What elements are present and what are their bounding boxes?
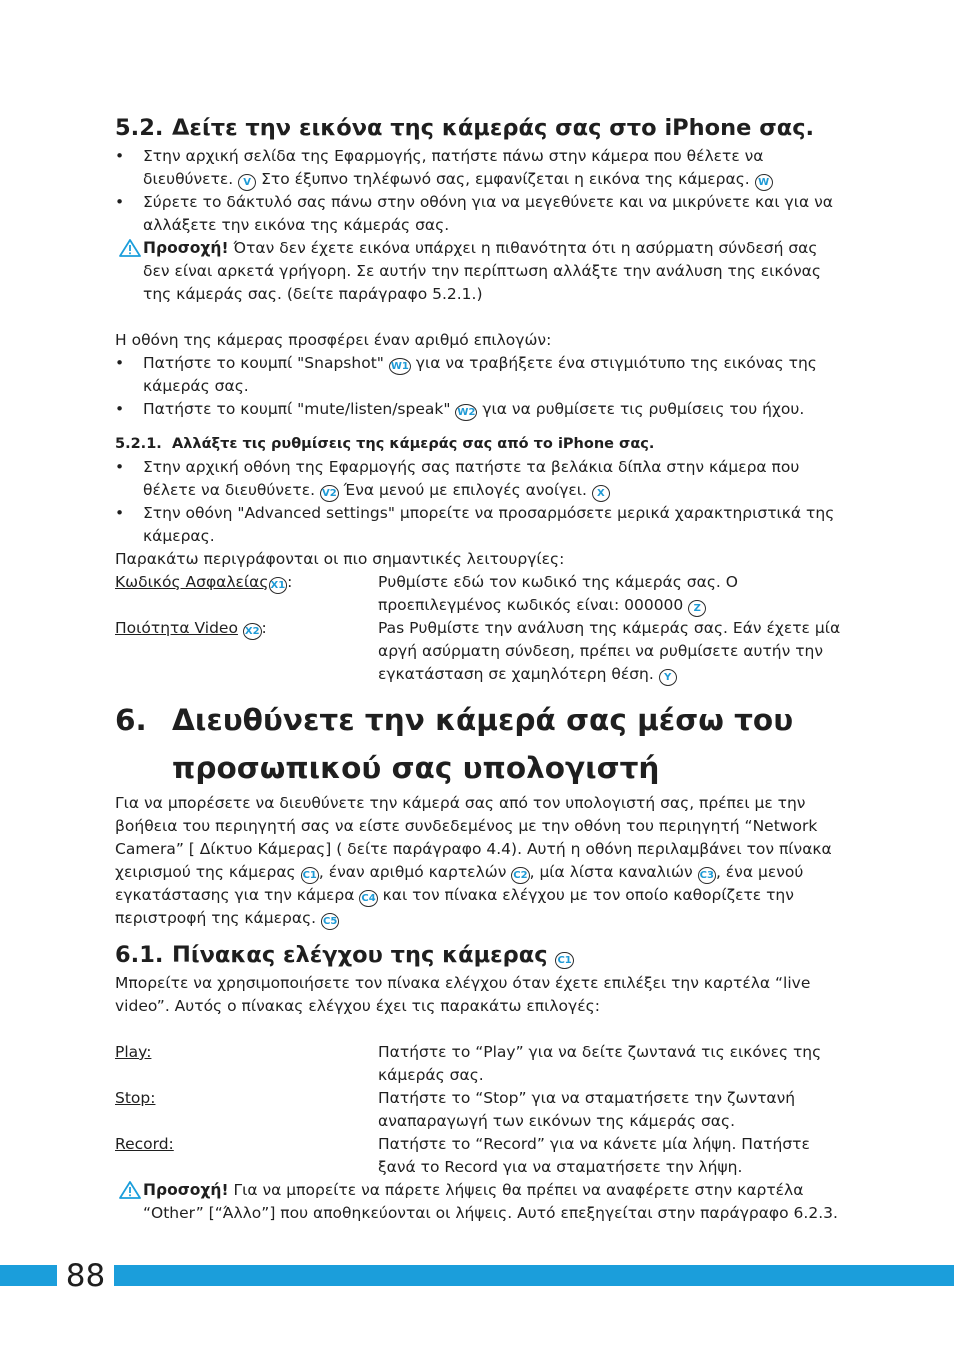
paragraph: Η οθόνη της κάμερας προσφέρει έναν αριθμό επιλογών: — [115, 331, 552, 349]
section-number: 6.1. — [115, 942, 164, 968]
marker-c1: C1 — [555, 952, 573, 969]
list-item: • Πατήστε το κουμπί "Snapshot" W1 για να τραβήξετε ένα στιγμιότυπο της εικόνας της κάμεράς σας. — [115, 352, 845, 398]
term-cell: Record: — [115, 1135, 174, 1153]
marker-v: V — [238, 174, 256, 191]
description-cell: Πατήστε το “Record” για να κάνετε μία λήψη. Πατήστε ξανά το Record για να σταματήσετε την λήψη. — [378, 1135, 810, 1176]
marker-c4: C4 — [359, 890, 377, 907]
chapter-number: 6. — [115, 703, 147, 737]
subsection-title: Αλλάξτε τις ρυθμίσεις της κάμεράς σας από το iPhone σας. — [172, 436, 655, 452]
bullet-list — [115, 352, 845, 421]
term-cell: Stop: — [115, 1089, 156, 1107]
list-item: • Στην οθόνη "Advanced settings" μπορείτε να προσαρμόσετε μερικά χαρακτηριστικά της κάμερας. — [115, 502, 845, 548]
paragraph: Μπορείτε να χρησιμοποιήσετε τον πίνακα ελέγχου όταν έχετε επιλέξει την καρτέλα “live video”. Αυτός ο πίνακας ελέγχου έχει τις παρακάτω επιλογές: — [115, 974, 811, 1015]
list-item: • Στην αρχική οθόνη της Εφαρμογής σας πατήστε τα βελάκια δίπλα στην κάμερα που θέλετε να διευθύνετε. V2 Ένα μενού με επιλογές ανοίγει. X — [115, 456, 845, 502]
list-item: • Στην αρχική σελίδα της Εφαρμογής, πατήστε πάνω στην κάμερα που θέλετε να διευθύνετε. V Στο έξυπνο τηλέφωνό σας, εμφανίζεται η εικόνα της κάμερας. W — [115, 145, 845, 191]
subsection-number: 5.2.1. — [115, 436, 162, 452]
warning-label: Προσοχή! — [143, 1181, 229, 1199]
marker-z: Z — [688, 600, 706, 617]
marker-y: Y — [659, 669, 677, 686]
chapter-6-heading — [115, 696, 845, 792]
term-cell: Ποιότητα Video X2 : — [115, 617, 378, 686]
list-item: • Πατήστε το κουμπί "mute/listen/speak" W2 για να ρυθμίσετε τις ρυθμίσεις του ήχου. — [115, 398, 845, 421]
section-5-2-heading — [115, 113, 845, 143]
definition-table — [115, 1041, 845, 1179]
list-item: • Σύρετε το δάκτυλό σας πάνω στην οθόνη για να μεγεθύνετε και να μικρύνετε και για να αλλάξετε την εικόνα της κάμεράς σας. — [115, 191, 845, 237]
marker-w1: W1 — [389, 358, 411, 375]
description-cell: Pas Ρυθμίστε την ανάλυση της κάμεράς σας. Εάν έχετε μία αργή ασύρματη σύνδεση, πρέπει να ρυθμίσετε αυτήν την εγκατάσταση σε χαμηλότερη θέση. Y — [378, 617, 845, 686]
term-cell: Κωδικός Ασφαλείας X1 : — [115, 571, 378, 617]
section-title: Δείτε την εικόνα της κάμεράς σας στο iPhone σας. — [172, 115, 815, 141]
bullet-list — [115, 145, 845, 237]
marker-c2: C2 — [511, 867, 529, 884]
warning-note — [115, 1179, 845, 1225]
marker-c5: C5 — [321, 913, 339, 930]
warning-note — [115, 237, 845, 306]
subsection-5-2-1-heading — [115, 433, 845, 456]
section-6-1-heading — [115, 940, 845, 970]
description-cell: Πατήστε το “Stop” για να σταματήσετε την ζωντανή αναπαραγωγή των εικόνων της κάμεράς σας. — [378, 1089, 796, 1130]
section-title: Πίνακας ελέγχου της κάμερας — [172, 942, 548, 968]
warning-text: Όταν δεν έχετε εικόνα υπάρχει η πιθανότητα ότι η ασύρματη σύνδεσή σας δεν είναι αρκετά γρήγορη. Σε αυτήν την περίπτωση αλλάξτε την ανάλυση της εικόνας της κάμεράς σας. (δείτε παράγραφο 5.2.1.) — [143, 239, 821, 303]
term-cell: Play: — [115, 1043, 152, 1061]
marker-c1: C1 — [301, 867, 319, 884]
description-cell: Πατήστε το “Play” για να δείτε ζωντανά τις εικόνες της κάμεράς σας. — [378, 1043, 822, 1084]
definition-table — [115, 571, 845, 686]
marker-x: X — [592, 485, 610, 502]
footer-bar — [0, 1265, 954, 1286]
page-number: 88 — [57, 1256, 114, 1296]
paragraph: Για να μπορέσετε να διευθύνετε την κάμερά σας από τον υπολογιστή σας, πρέπει με την βοήθεια του περιηγητή σας να είστε συνδεδεμένος με την οθόνη του περιηγητή “Network Camera” [ Δίκτυο Κάμερας] ( δείτε παράγραφο 4.4). Αυτή η οθόνη περιλαμβάνει τον πίνακα χειρισμού της κάμερας C1 , έναν αριθμό καρτελών C2 , μία λίστα καναλιών C3 , ένα μενού εγκατάστασης για την κάμερα C4 και τον πίνακα ελέγχου με τον οποίο καθορίζετε την περιστροφή της κάμερας. C5 — [115, 792, 845, 930]
warning-text: Για να μπορείτε να πάρετε λήψεις θα πρέπει να αναφέρετε στην καρτέλα “Other” [“Άλλο”] που αποθηκεύονται οι λήψεις. Αυτό επεξηγείται στην παράγραφο 6.2.3. — [143, 1181, 838, 1222]
chapter-title-line-2: προσωπικού σας υπολογιστή — [172, 751, 660, 785]
paragraph: Παρακάτω περιγράφονται οι πιο σημαντικές λειτουργίες: — [115, 550, 565, 568]
chapter-title-line-1: Διευθύνετε την κάμερά σας μέσω του — [172, 703, 794, 737]
bullet-list — [115, 456, 845, 548]
marker-x2: X2 — [243, 623, 262, 640]
warning-icon — [119, 239, 141, 257]
marker-v2: V2 — [320, 485, 339, 502]
marker-c3: C3 — [698, 867, 716, 884]
section-number: 5.2. — [115, 115, 164, 141]
marker-w2: W2 — [455, 404, 477, 421]
marker-x1: X1 — [269, 577, 288, 594]
marker-w: W — [755, 174, 773, 191]
warning-label: Προσοχή! — [143, 239, 229, 257]
description-cell: Ρυθμίστε εδώ τον κωδικό της κάμεράς σας. Ο προεπιλεγμένος κωδικός είναι: 000000 Z — [378, 571, 845, 617]
warning-icon — [119, 1181, 141, 1199]
page-content — [115, 113, 845, 1225]
